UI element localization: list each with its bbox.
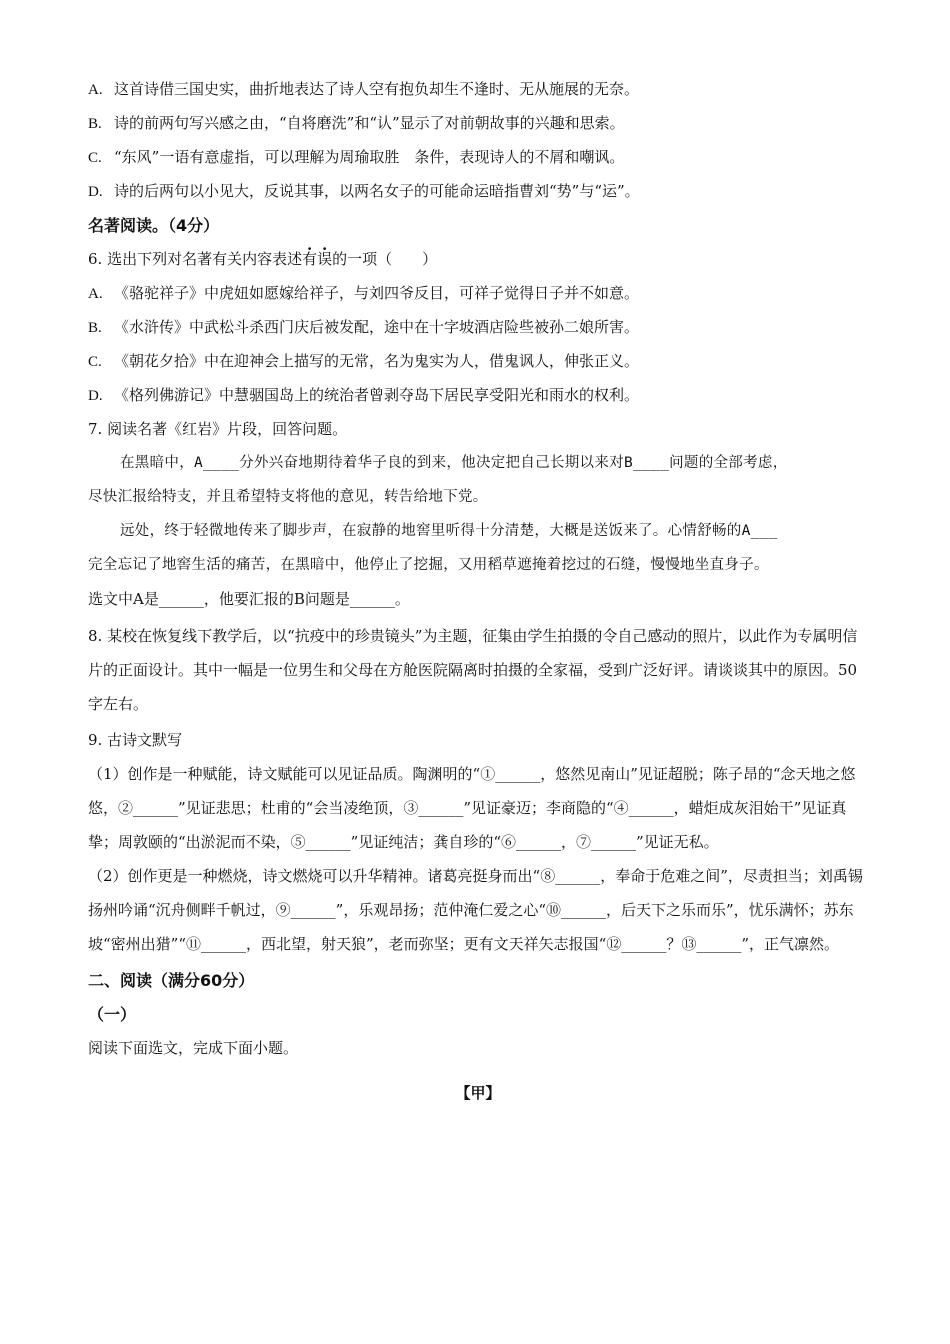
emphasis-dot-char: 误 [317, 250, 333, 268]
q5-option-a: A. 这首诗借三国史实，曲折地表达了诗人空有抱负却生不逢时、无从施展的无奈。 [88, 80, 640, 98]
q7-passage-line: 远处，终于轻微地传来了脚步声，在寂静的地窖里听得十分清楚，大概是送饭来了。心情舒畅的A___ [120, 523, 778, 539]
q5-option-d: D. 诗的后两句以小见大，反说其事，以两名女子的可能命运暗指曹刘“势”与“运”。 [88, 182, 640, 200]
q6-option-a: A. 《骆驼祥子》中虎妞如愿嫁给祥子，与刘四爷反目，可祥子觉得日子并不如意。 [88, 284, 640, 302]
emphasis-dot-char: 有 [302, 250, 318, 268]
q5-option-b: B. 诗的前两句写兴感之由，“自将磨洗”和“认”显示了对前朝故事的兴趣和思索。 [88, 114, 625, 132]
q7-question: 选文中A是______，他要汇报的B问题是______。 [88, 590, 410, 608]
q9-title: 9. 古诗文默写 [88, 731, 183, 749]
q6-option-c: C. 《朝花夕拾》中在迎神会上描写的无常，名为鬼实为人，借鬼讽人，伸张正义。 [88, 352, 640, 370]
q7-passage-line: 完全忘记了地窖生活的痛苦，在黑暗中，他停止了挖掘，又用稻草遮掩着挖过的石缝，慢慢地坐直身子。 [88, 557, 769, 573]
q7-passage-line: 在黑暗中，A____分外兴奋地期待着华子良的到来，他决定把自己长期以来对B____问题的全部考虑， [120, 455, 788, 471]
passage-jia-label: 【甲】 [455, 1084, 501, 1102]
q6-option-d: D. 《格列佛游记》中慧骃国岛上的统治者曾剥夺岛下居民享受阳光和雨水的权利。 [88, 386, 640, 404]
reading-heading: 二、阅读（满分60分） [88, 971, 255, 990]
reading-subheading: （一） [88, 1005, 137, 1024]
reading-instruction: 阅读下面选文，完成下面小题。 [88, 1039, 299, 1057]
q7-passage-line: 尽快汇报给特支，并且希望特支将他的意见，转告给地下党。 [88, 489, 488, 505]
document-page [88, 78, 868, 1116]
q8-text: 8. 某校在恢复线下教学后，以“抗疫中的珍贵镜头”为主题，征集由学生拍摄的令自己感动的照片，以此作为专属明信片的正面设计。其中一幅是一位男生和父母在方舱医院隔离时拍摄的全家福，受到广泛好评。请谈谈其中的原因。50字左右。 [88, 627, 858, 713]
q9-part2: （2）创作更是一种燃烧，诗文燃烧可以升华精神。诸葛亮挺身而出“⑧______，奉命于危难之间”，尽责担当；刘禹锡扬州吟诵“沉舟侧畔千帆过，⑨______”，乐观昂扬；范仲淹仁爱之心“⑩______，后天下之乐而乐”，忧乐满怀；苏东坡“密州出猎”“⑪______，西北望，射天狼”，老而弥坚；更有文天祥矢志报国“⑫______？⑬______”，正气凛然。 [88, 867, 863, 953]
q9-part1: （1）创作是一种赋能，诗文赋能可以见证品质。陶渊明的“①______，悠然见南山”见证超脱；陈子昂的“念天地之悠悠，②______”见证悲思；杜甫的“会当凌绝顶，③______”见证豪迈；李商隐的“④______，蜡炬成灰泪始干”见证真挚；周敦颐的“出淤泥而不染，⑤______”见证纯洁；龚自珍的“⑥______，⑦______”见证无私。 [88, 765, 856, 851]
q6-option-b: B. 《水浒传》中武松斗杀西门庆后被发配，途中在十字坡酒店险些被孙二娘所害。 [88, 318, 640, 336]
q5-option-c: C. “东风”一语有意虚指，可以理解为周瑜取胜 条件，表现诗人的不屑和嘲讽。 [88, 148, 625, 166]
q6-stem: 6. 选出下列对名著有关内容表述有误的一项（ ） [88, 250, 438, 268]
famous-works-heading: 名著阅读。（4分） [88, 216, 220, 235]
q7-title: 7. 阅读名著《红岩》片段，回答问题。 [88, 420, 348, 438]
